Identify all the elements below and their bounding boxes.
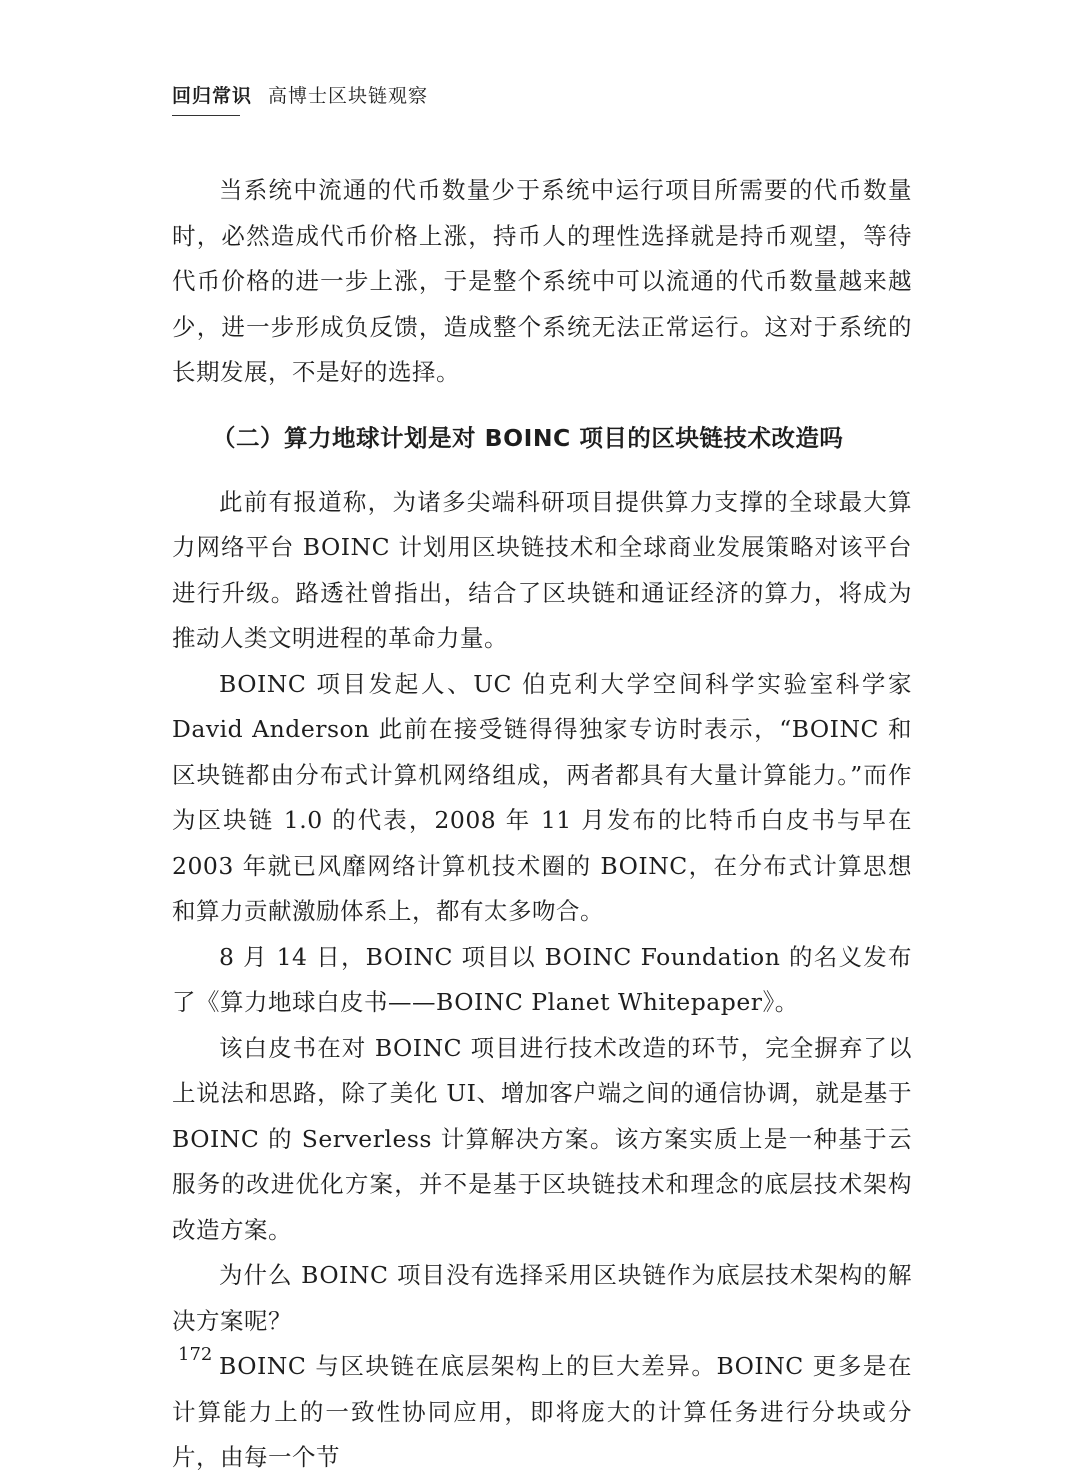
page-number: 172 bbox=[178, 1344, 213, 1365]
paragraph-whitepaper-release: 8 月 14 日，BOINC 项目以 BOINC Foundation 的名义发布了《算力地球白皮书——BOINC Planet Whitepaper》。 bbox=[172, 942, 912, 1016]
section-heading: （二）算力地球计划是对 BOINC 项目的区块链技术改造吗 bbox=[212, 423, 844, 452]
page-body bbox=[172, 168, 912, 1481]
paragraph-token-supply: 当系统中流通的代币数量少于系统中运行项目所需要的代币数量时，必然造成代币价格上涨，持币人的理性选择就是持币观望，等待代币价格的进一步上涨，于是整个系统中可以流通的代币数量越来越少，进一步形成负反馈，造成整个系统无法正常运行。这对于系统的长期发展，不是好的选择。 bbox=[172, 176, 912, 386]
header-rule bbox=[172, 115, 240, 116]
book-title: 回归常识 bbox=[172, 85, 253, 107]
series-title: 高博士区块链观察 bbox=[268, 85, 429, 107]
paragraph-why-question: 为什么 BOINC 项目没有选择采用区块链作为底层技术架构的解决方案呢？ bbox=[172, 1261, 912, 1335]
paragraph-serverless-solution: 该白皮书在对 BOINC 项目进行技术改造的环节，完全摒弃了以上说法和思路，除了美化 UI、增加客户端之间的通信协调，就是基于 BOINC 的 Serverless 计算解决方案。该方案实质上是一种基于云服务的改进优化方案，并不是基于区块链技术和理念的底层技术架构改造方案。 bbox=[172, 1033, 912, 1244]
running-header bbox=[172, 84, 428, 108]
paragraph-david-anderson-quote: BOINC 项目发起人、UC 伯克利大学空间科学实验室科学家 David Anderson 此前在接受链得得独家专访时表示，“BOINC 和区块链都由分布式计算机网络组成，两者都具有大量计算能力。”而作为区块链 1.0 的代表，2008 年 11 月发布的比特币白皮书与早在 2003 年就已风靡网络计算机技术圈的 BOINC，在分布式计算思想和算力贡献激励体系上，都有太多吻合。 bbox=[172, 669, 912, 925]
paragraph-architecture-difference: BOINC 与区块链在底层架构上的巨大差异。BOINC 更多是在计算能力上的一致性协同应用，即将庞大的计算任务进行分块或分片，由每一个节 bbox=[172, 1352, 912, 1471]
paragraph-boinc-upgrade-report: 此前有报道称，为诸多尖端科研项目提供算力支撑的全球最大算力网络平台 BOINC 计划用区块链技术和全球商业发展策略对该平台进行升级。路透社曾指出，结合了区块链和通证经济的算力，将成为推动人类文明进程的革命力量。 bbox=[172, 487, 912, 652]
